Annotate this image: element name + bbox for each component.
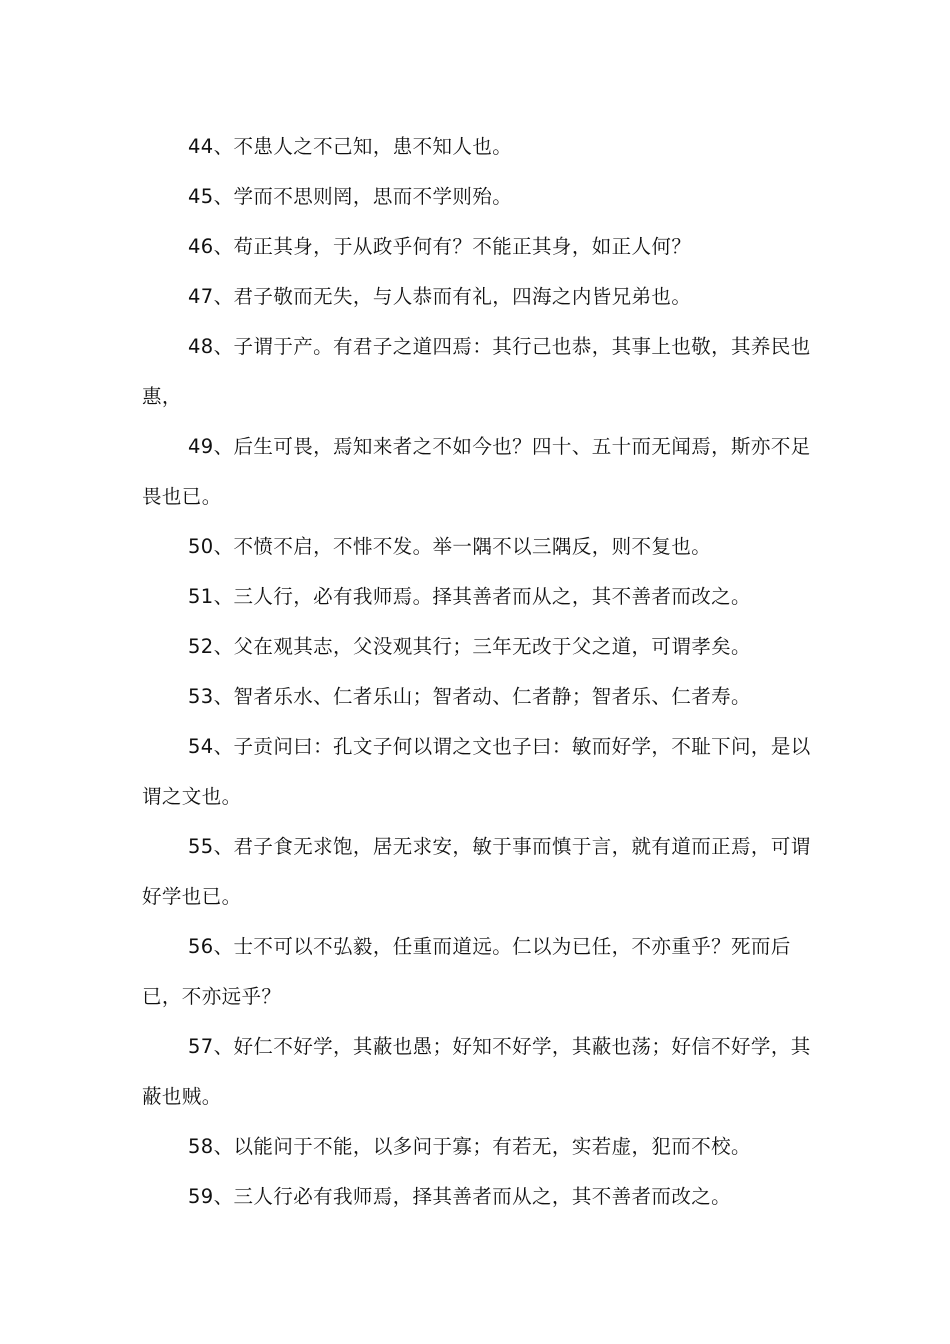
quote-paragraph-45: 45、学而不思则罔，思而不学则殆。 [188, 185, 513, 208]
quote-paragraph-44: 44、不患人之不己知，患不知人也。 [188, 135, 513, 158]
quote-paragraph-58: 58、以能问于不能，以多问于寡；有若无，实若虚，犯而不校。 [188, 1135, 751, 1158]
quote-paragraph-49: 49、后生可畏，焉知来者之不如今也？四十、五十而无闻焉，斯亦不足畏也已。 [142, 435, 811, 508]
quote-paragraph-48: 48、子谓于产。有君子之道四焉：其行己也恭，其事上也敬，其养民也惠， [142, 335, 811, 408]
quote-paragraph-57: 57、好仁不好学，其蔽也愚；好知不好学，其蔽也荡；好信不好学，其蔽也贼。 [142, 1035, 811, 1108]
quote-paragraph-52: 52、父在观其志，父没观其行；三年无改于父之道，可谓孝矣。 [188, 635, 751, 658]
quote-paragraph-47: 47、君子敬而无失，与人恭而有礼，四海之内皆兄弟也。 [188, 285, 692, 308]
quote-paragraph-46: 46、苟正其身，于从政乎何有？不能正其身，如正人何？ [188, 235, 692, 258]
quote-paragraph-55: 55、君子食无求饱，居无求安，敏于事而慎于言，就有道而正焉，可谓好学也已。 [142, 835, 811, 908]
quote-paragraph-54: 54、子贡问曰：孔文子何以谓之文也子曰：敏而好学，不耻下问，是以谓之文也。 [142, 735, 811, 808]
quote-paragraph-56: 56、士不可以不弘毅，任重而道远。仁以为已任，不亦重乎？死而后已，不亦远乎？ [142, 935, 791, 1008]
quote-paragraph-51: 51、三人行，必有我师焉。择其善者而从之，其不善者而改之。 [188, 585, 751, 608]
quote-paragraph-53: 53、智者乐水、仁者乐山；智者动、仁者静；智者乐、仁者寿。 [188, 685, 751, 708]
quote-paragraph-50: 50、不愤不启，不悱不发。举一隅不以三隅反，则不复也。 [188, 535, 712, 558]
document-body [142, 122, 822, 1222]
quote-paragraph-59: 59、三人行必有我师焉，择其善者而从之，其不善者而改之。 [188, 1185, 732, 1208]
